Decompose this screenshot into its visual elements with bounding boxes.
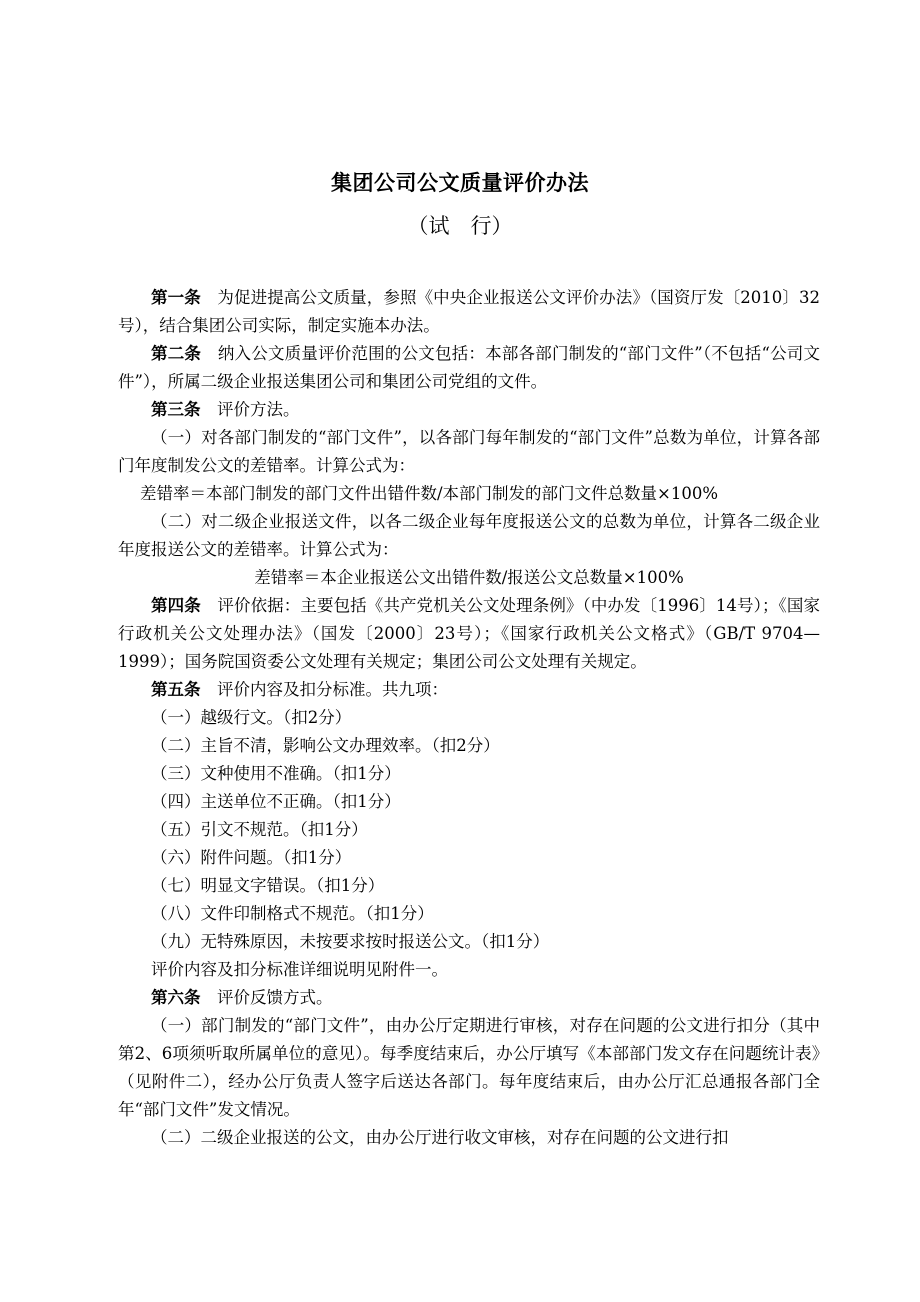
document-subtitle: （试 行）: [407, 214, 513, 238]
deduction-item: （三）文种使用不准确。（扣1分）: [151, 764, 401, 783]
article-3-heading: 第三条: [151, 400, 201, 419]
document-body: [118, 284, 820, 1152]
article-3: [118, 396, 820, 424]
article-2: [118, 340, 820, 396]
article-1: [118, 284, 820, 340]
deduction-item: （五）引文不规范。（扣1分）: [151, 820, 368, 839]
article-2-text: 纳入公文质量评价范围的公文包括：本部各部门制发的“部门文件”（不包括“公司文件”），所属二级企业报送集团公司和集团公司党组的文件。: [118, 344, 821, 391]
article-5-note: 评价内容及扣分标准详细说明见附件一。: [151, 960, 448, 979]
article-6: [118, 984, 820, 1012]
article-6-text: 评价反馈方式。: [217, 988, 333, 1007]
deduction-item: （八）文件印制格式不规范。（扣1分）: [151, 904, 434, 923]
article-3-clause-1: （一）对各部门制发的“部门文件”，以各部门每年制发的“部门文件”总数为单位，计算各部门年度制发公文的差错率。计算公式为：: [118, 428, 820, 475]
article-2-heading: 第二条: [151, 344, 202, 363]
formula-enterprise-error-rate: 差错率＝本企业报送公文出错件数/报送公文总数量×100%: [254, 568, 684, 587]
article-5: [118, 676, 820, 704]
deduction-item: （二）主旨不清，影响公文办理效率。（扣2分）: [151, 736, 500, 755]
article-1-heading: 第一条: [151, 288, 201, 307]
article-4-text: 评价依据：主要包括《共产党机关公文处理条例》（中办发〔1996〕14号）；《国家行政机关公文处理办法》（国发〔2000〕23号）；《国家行政机关公文格式》（GB/T 9704—1999）；国务院国资委公文处理有关规定；集团公司公文处理有关规定。: [118, 596, 820, 671]
deduction-item: （七）明显文字错误。（扣1分）: [151, 876, 385, 895]
deduction-item: （一）越级行文。（扣2分）: [151, 708, 352, 727]
article-6-heading: 第六条: [151, 988, 201, 1007]
deduction-item: （四）主送单位不正确。（扣1分）: [151, 792, 401, 811]
article-6-clause-2: （二）二级企业报送的公文，由办公厅进行收文审核，对存在问题的公文进行扣: [151, 1128, 729, 1147]
article-5-text: 评价内容及扣分标准。共九项：: [217, 680, 448, 699]
article-1-text: 为促进提高公文质量，参照《中央企业报送公文评价办法》（国资厅发〔2010〕32号），结合集团公司实际，制定实施本办法。: [118, 288, 820, 335]
article-4-heading: 第四条: [151, 596, 201, 615]
article-6-clause-1: （一）部门制发的“部门文件”，由办公厅定期进行审核，对存在问题的公文进行扣分（其中第2、6项须听取所属单位的意见）。每季度结束后，办公厅填写《本部部门发文存在问题统计表》（见附件二），经办公厅负责人签字后送达各部门。每年度结束后，由办公厅汇总通报各部门全年“部门文件”发文情况。: [118, 1016, 820, 1119]
document-title: 集团公司公文质量评价办法: [331, 171, 589, 195]
article-4: [118, 592, 820, 676]
article-5-heading: 第五条: [151, 680, 201, 699]
article-3-text: 评价方法。: [217, 400, 300, 419]
deduction-item: （六）附件问题。（扣1分）: [151, 848, 352, 867]
deduction-item: （九）无特殊原因，未按要求按时报送公文。（扣1分）: [151, 932, 550, 951]
article-3-clause-2: （二）对二级企业报送文件，以各二级企业每年度报送公文的总数为单位，计算各二级企业年度报送公文的差错率。计算公式为：: [118, 512, 820, 559]
formula-department-error-rate: 差错率＝本部门制发的部门文件出错件数/本部门制发的部门文件总数量×100%: [140, 484, 719, 503]
